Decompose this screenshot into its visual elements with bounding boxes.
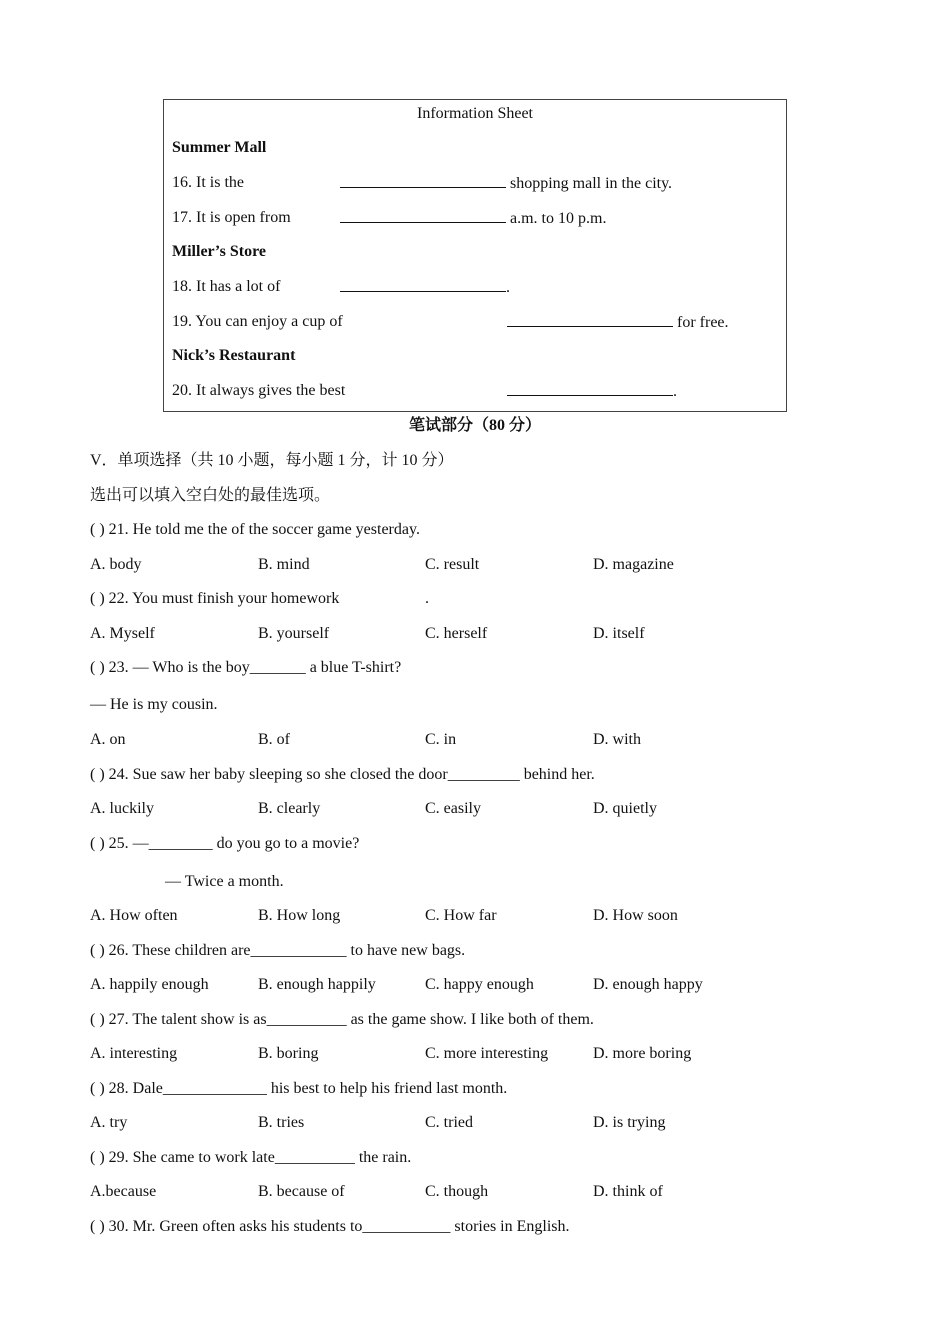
question-25-reply: — Twice a month. bbox=[165, 873, 284, 890]
q23-option-d[interactable]: D. with bbox=[593, 731, 641, 748]
question-26-stem: ( ) 26. These children are____________ to have new bags. bbox=[90, 942, 466, 959]
q16-prompt: 16. It is the bbox=[172, 174, 244, 191]
question-25-stem: ( ) 25. —________ do you go to a movie? bbox=[90, 835, 360, 852]
q19-tail: for free. bbox=[673, 314, 729, 331]
q27-option-a[interactable]: A. interesting bbox=[90, 1045, 178, 1062]
q25-option-a[interactable]: A. How often bbox=[90, 907, 178, 924]
q20-tail: . bbox=[673, 383, 677, 400]
written-part-title: 笔试部分（80 分） bbox=[408, 417, 541, 434]
question-22-stem: ( ) 22. You must finish your homework bbox=[90, 590, 340, 607]
q22-option-a[interactable]: A. Myself bbox=[90, 625, 155, 642]
q20-answer-line[interactable] bbox=[507, 381, 677, 402]
question-30-stem: ( ) 30. Mr. Green often asks his students to___________ stories in English. bbox=[90, 1218, 570, 1235]
q22-option-d[interactable]: D. itself bbox=[593, 625, 645, 642]
q28-option-b[interactable]: B. tries bbox=[258, 1114, 305, 1131]
q29-option-c[interactable]: C. though bbox=[425, 1183, 489, 1200]
q23-option-b[interactable]: B. of bbox=[258, 731, 290, 748]
q28-option-d[interactable]: D. is trying bbox=[593, 1114, 666, 1131]
question-27-stem: ( ) 27. The talent show is as__________ as the game show. I like both of them. bbox=[90, 1011, 594, 1028]
q23-option-a[interactable]: A. on bbox=[90, 731, 126, 748]
q17-tail: a.m. to 10 p.m. bbox=[506, 210, 607, 227]
q18-prompt: 18. It has a lot of bbox=[172, 278, 281, 295]
question-24-stem: ( ) 24. Sue saw her baby sleeping so she closed the door_________ behind her. bbox=[90, 766, 595, 783]
q16-tail: shopping mall in the city. bbox=[506, 175, 673, 192]
q22-option-b[interactable]: B. yourself bbox=[258, 625, 330, 642]
section-v-heading: V．单项选择（共 10 小题，每小题 1 分，计 10 分） bbox=[90, 452, 454, 469]
q17-prompt: 17. It is open from bbox=[172, 209, 291, 226]
q19-answer-line[interactable] bbox=[507, 312, 729, 333]
q29-option-a[interactable]: A.because bbox=[90, 1183, 157, 1200]
q28-option-a[interactable]: A. try bbox=[90, 1114, 128, 1131]
q26-option-b[interactable]: B. enough happily bbox=[258, 976, 376, 993]
q28-option-c[interactable]: C. tried bbox=[425, 1114, 473, 1131]
question-28-stem: ( ) 28. Dale_____________ his best to help his friend last month. bbox=[90, 1080, 508, 1097]
q20-blank[interactable] bbox=[507, 381, 673, 396]
q21-option-b[interactable]: B. mind bbox=[258, 556, 310, 573]
q26-option-a[interactable]: A. happily enough bbox=[90, 976, 209, 993]
q19-blank[interactable] bbox=[507, 312, 673, 327]
q24-option-a[interactable]: A. luckily bbox=[90, 800, 154, 817]
q26-option-c[interactable]: C. happy enough bbox=[425, 976, 534, 993]
q26-option-d[interactable]: D. enough happy bbox=[593, 976, 703, 993]
question-29-stem: ( ) 29. She came to work late__________ the rain. bbox=[90, 1149, 412, 1166]
q21-option-a[interactable]: A. body bbox=[90, 556, 142, 573]
q24-option-c[interactable]: C. easily bbox=[425, 800, 481, 817]
question-23-stem: ( ) 23. — Who is the boy_______ a blue T-shirt? bbox=[90, 659, 402, 676]
q23-option-c[interactable]: C. in bbox=[425, 731, 457, 748]
q25-option-b[interactable]: B. How long bbox=[258, 907, 341, 924]
section-heading-summer-mall: Summer Mall bbox=[172, 139, 267, 156]
q16-blank[interactable] bbox=[340, 173, 506, 188]
q25-option-c[interactable]: C. How far bbox=[425, 907, 497, 924]
q17-blank[interactable] bbox=[340, 208, 506, 223]
info-sheet-title: Information Sheet bbox=[417, 105, 533, 122]
q18-answer-line[interactable] bbox=[340, 277, 510, 298]
q27-option-c[interactable]: C. more interesting bbox=[425, 1045, 549, 1062]
q29-option-b[interactable]: B. because of bbox=[258, 1183, 345, 1200]
q24-option-b[interactable]: B. clearly bbox=[258, 800, 321, 817]
q18-blank[interactable] bbox=[340, 277, 506, 292]
q16-answer-line[interactable] bbox=[340, 173, 672, 194]
question-22-stem-tail: . bbox=[425, 590, 429, 607]
section-heading-nicks-restaurant: Nick’s Restaurant bbox=[172, 347, 296, 364]
q24-option-d[interactable]: D. quietly bbox=[593, 800, 657, 817]
question-21-stem: ( ) 21. He told me the of the soccer game yesterday. bbox=[90, 521, 420, 538]
q25-option-d[interactable]: D. How soon bbox=[593, 907, 678, 924]
q21-option-c[interactable]: C. result bbox=[425, 556, 480, 573]
q29-option-d[interactable]: D. think of bbox=[593, 1183, 663, 1200]
question-23-reply: — He is my cousin. bbox=[90, 696, 218, 713]
q27-option-d[interactable]: D. more boring bbox=[593, 1045, 692, 1062]
section-heading-millers-store: Miller’s Store bbox=[172, 243, 267, 260]
section-v-instruction: 选出可以填入空白处的最佳选项。 bbox=[90, 487, 331, 504]
q17-answer-line[interactable] bbox=[340, 208, 606, 229]
q19-prompt: 19. You can enjoy a cup of bbox=[172, 313, 343, 330]
q27-option-b[interactable]: B. boring bbox=[258, 1045, 319, 1062]
q20-prompt: 20. It always gives the best bbox=[172, 382, 346, 399]
q22-option-c[interactable]: C. herself bbox=[425, 625, 488, 642]
q18-tail: . bbox=[506, 279, 510, 296]
q21-option-d[interactable]: D. magazine bbox=[593, 556, 674, 573]
